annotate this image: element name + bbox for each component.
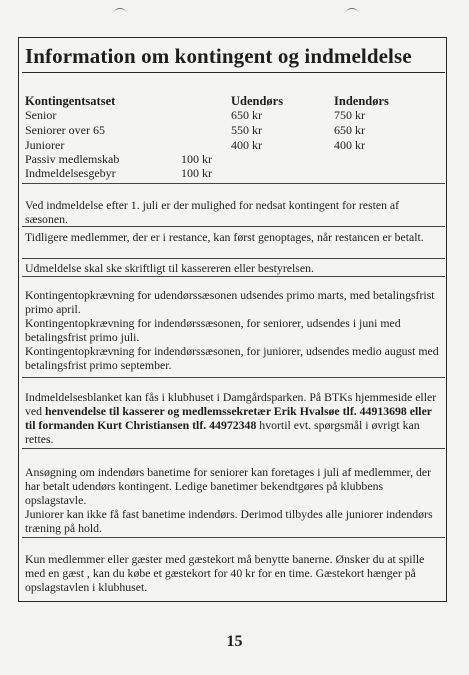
- col-header-outdoor: Udendørs: [231, 94, 284, 108]
- court-info: [25, 465, 440, 535]
- fee-indoor-value: 750 kr: [334, 108, 365, 122]
- court-seniors: Ansøgning om indendørs banetime for seniorer kan foretages i juli af medlemmer, der har betalt udendørs kontingent. Ledige banetimer bekendtgøres på klubbens opslagstavle.: [25, 465, 432, 507]
- divider: [22, 276, 445, 277]
- fee-row-label: Passiv medlemskab: [25, 152, 120, 166]
- fee-row-label: Senior: [25, 108, 57, 122]
- fee-outdoor-value: 400 kr: [231, 138, 262, 152]
- signup-contacts: henvendelse til kasserer og medlemssekretær Erik Hvalsøe tlf. 44913698 eller til formanden Kurt Christiansen tlf. 44972348: [25, 404, 432, 432]
- billing-indoor-juniors: Kontingentopkrævning for indendørssæsonen, for juniorer, udsendes medio august med betalingsfrist primo september.: [25, 344, 439, 372]
- rule-text: Udmeldelse skal ske skriftligt til kassereren eller bestyrelsen.: [25, 261, 314, 275]
- binding-hole-left: [114, 8, 126, 17]
- court-juniors: Juniorer kan ikke få fast banetime indendørs. Derimod tilbydes alle juniorer indendørs træning på hold.: [25, 507, 433, 535]
- page-title: Information om kontingent og indmeldelse: [25, 44, 412, 68]
- billing-outdoor: Kontingentopkrævning for udendørssæsonen udsendes primo marts, med betalingsfrist primo april.: [25, 288, 435, 316]
- fee-outdoor-value: 650 kr: [231, 108, 262, 122]
- signup-info: [25, 390, 440, 446]
- signup-text: Indmeldelsesblanket kan fås i klubhuset i Damgårdsparken. På BTKs hjemmeside eller ved: [25, 390, 437, 418]
- binding-hole-right: [346, 8, 358, 17]
- divider: [22, 448, 445, 449]
- divider: [22, 377, 445, 378]
- col-header-indoor: Indendørs: [334, 94, 389, 108]
- divider: [22, 537, 445, 538]
- rule-text: Tidligere medlemmer, der er i restance, kan først genoptages, når restancen er betalt.: [25, 230, 424, 244]
- billing-info: [25, 288, 440, 372]
- fee-row-label: Indmeldelsesgebyr: [25, 166, 116, 180]
- billing-indoor-seniors: Kontingentopkrævning for indendørssæsonen, for seniorer, udsendes i juni med betalingsfrist primo juli.: [25, 316, 401, 344]
- divider: [22, 258, 445, 259]
- rule-text: Ved indmeldelse efter 1. juli er der mulighed for nedsat kontingent for resten af sæsonen.: [25, 198, 400, 226]
- fees-heading: Kontingentsatset: [25, 94, 116, 108]
- fee-amount: 100 kr: [181, 152, 212, 166]
- title-underline: [22, 72, 445, 73]
- divider: [22, 183, 445, 184]
- fee-amount: 100 kr: [181, 166, 212, 180]
- guest-info: Kun medlemmer eller gæster med gæstekort må benytte banerne. Ønsker du at spille med en gæst , kan du købe et gæstekort for 40 kr for en time. Gæstekort hænger på opslagstavlen i klubhuset.: [25, 552, 425, 594]
- fee-indoor-value: 400 kr: [334, 138, 365, 152]
- fee-row-label: Seniorer over 65: [25, 123, 105, 137]
- fee-row-label: Juniorer: [25, 138, 65, 152]
- fee-indoor-value: 650 kr: [334, 123, 365, 137]
- signup-text-end: hvortil evt. spørgsmål i øvrigt kan rettes.: [25, 418, 420, 446]
- fee-outdoor-value: 550 kr: [231, 123, 262, 137]
- page-number: 15: [226, 633, 243, 650]
- divider: [22, 226, 445, 227]
